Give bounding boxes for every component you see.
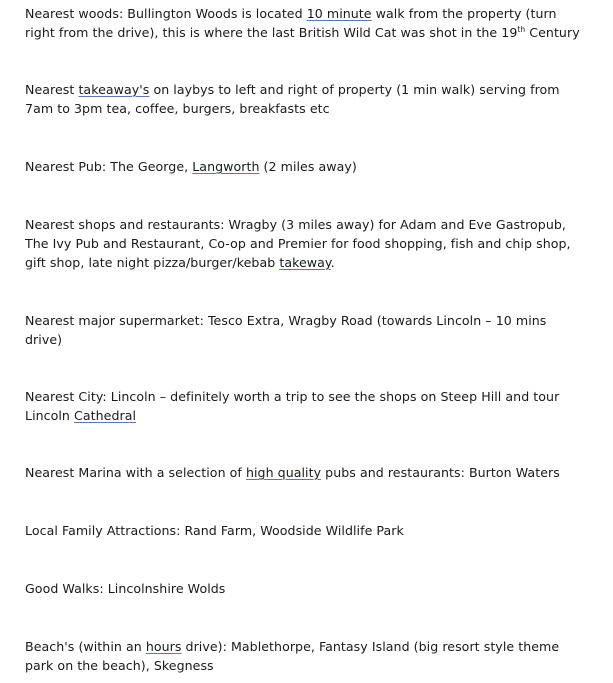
text-line [25, 311, 609, 330]
text-run: on laybys to left and right of property (1 min walk) serving from [149, 82, 560, 97]
text-run: park on the beach), Skegness [25, 658, 214, 673]
text-run: Nearest [25, 82, 79, 97]
text-line [25, 253, 609, 272]
text-line [25, 4, 609, 23]
underlined-word: Cathedral [74, 408, 137, 423]
text-run: (2 miles away) [259, 159, 357, 174]
paragraph-nearest-shops [25, 215, 609, 272]
text-line [25, 99, 609, 118]
paragraph-beaches [25, 637, 609, 675]
text-line [25, 23, 609, 42]
underlined-word: high quality [245, 465, 322, 480]
text-line [25, 387, 609, 406]
superscript: th [517, 24, 526, 34]
text-line [25, 656, 609, 675]
text-line [25, 637, 609, 656]
paragraph-nearest-takeaway [25, 80, 609, 118]
text-line [25, 330, 609, 349]
text-run: right from the drive), this is where the last British Wild Cat was shot in the 19 [25, 25, 518, 40]
underlined-word: 10 minute [306, 6, 372, 21]
text-run: . [330, 255, 335, 270]
text-run: Local Family Attractions: Rand Farm, Woodside Wildlife Park [25, 523, 404, 538]
underlined-word: takeway [279, 255, 331, 270]
paragraph-nearest-pub [25, 157, 609, 176]
text-run: gift shop, late night pizza/burger/kebab [25, 255, 280, 270]
paragraph-good-walks [25, 579, 609, 598]
text-run: Nearest shops and restaurants: Wragby (3 miles away) for Adam and Eve Gastropub, [25, 217, 566, 232]
text-run: drive) [25, 332, 63, 347]
text-line [25, 80, 609, 99]
text-run: Lincoln [25, 408, 75, 423]
text-run: The Ivy Pub and Restaurant, Co-op and Premier for food shopping, fish and chip shop, [25, 236, 571, 251]
text-run: Nearest Pub: The George, [25, 159, 193, 174]
text-run: drive): Mablethorpe, Fantasy Island (big resort style theme [181, 639, 560, 654]
paragraph-nearest-city [25, 387, 609, 425]
text-line [25, 215, 609, 234]
underlined-word: hours [145, 639, 182, 654]
text-run: walk from the property (turn [371, 6, 557, 21]
text-run: Nearest woods: Bullington Woods is located [25, 6, 307, 21]
text-run: Good Walks: Lincolnshire Wolds [25, 581, 226, 596]
text-line [25, 463, 609, 482]
text-line [25, 157, 609, 176]
paragraph-nearest-woods [25, 4, 609, 42]
paragraph-nearest-marina [25, 463, 609, 482]
text-run: 7am to 3pm tea, coffee, burgers, breakfasts etc [25, 101, 330, 116]
text-line [25, 234, 609, 253]
text-run: Nearest City: Lincoln – definitely worth a trip to see the shops on Steep Hill and tour [25, 389, 560, 404]
text-run: Century [525, 25, 580, 40]
paragraph-family-attractions [25, 521, 609, 540]
text-run: pubs and restaurants: Burton Waters [321, 465, 560, 480]
underlined-word: Langworth [192, 159, 260, 174]
text-run: Nearest Marina with a selection of [25, 465, 246, 480]
text-line [25, 406, 609, 425]
text-line [25, 579, 609, 598]
paragraph-nearest-supermarket [25, 311, 609, 349]
text-line [25, 521, 609, 540]
underlined-word: takeaway's [78, 82, 150, 97]
text-run: Beach's (within an [25, 639, 146, 654]
text-run: Nearest major supermarket: Tesco Extra, Wragby Road (towards Lincoln – 10 mins [25, 313, 547, 328]
